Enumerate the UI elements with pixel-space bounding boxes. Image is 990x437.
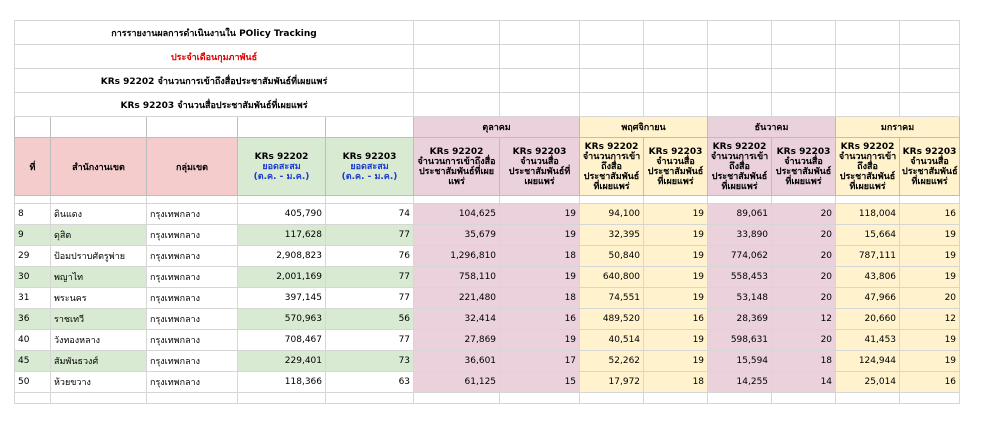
cell-dec-a[interactable]: 89,061 xyxy=(708,204,772,225)
cell-dec-b[interactable]: 20 xyxy=(772,204,836,225)
month-header-row xyxy=(15,117,960,138)
title-row-2 xyxy=(15,45,960,69)
cell-dec-a[interactable]: 33,890 xyxy=(708,225,772,246)
cell-oct-b[interactable]: 15 xyxy=(500,372,580,393)
cell-k2[interactable]: 117,628 xyxy=(238,225,326,246)
title-row-1 xyxy=(15,21,960,45)
cell-nov-a[interactable]: 489,520 xyxy=(580,309,644,330)
cell-office[interactable]: ราชเทวี xyxy=(51,309,147,330)
cell-jan-b[interactable]: 19 xyxy=(900,246,960,267)
cell-nov-b[interactable]: 19 xyxy=(644,267,708,288)
cell-oct-a[interactable]: 104,625 xyxy=(414,204,500,225)
table-row xyxy=(15,288,960,309)
cell-group[interactable]: กรุงเทพกลาง xyxy=(147,225,238,246)
column-header-row xyxy=(15,138,960,196)
cell-dec-a[interactable]: 558,453 xyxy=(708,267,772,288)
cell-k2[interactable]: 397,145 xyxy=(238,288,326,309)
title-cell-3[interactable]: KRs 92202 จำนวนการเข้าถึงสื่อประชาสัมพันธ์ที่เผยแพร่ xyxy=(15,69,414,93)
month-header-jan[interactable]: มกราคม xyxy=(836,117,960,138)
cell-jan-a[interactable]: 787,111 xyxy=(836,246,900,267)
cell-no[interactable]: 30 xyxy=(15,267,51,288)
table-row xyxy=(15,267,960,288)
cell-group[interactable]: กรุงเทพกลาง xyxy=(147,246,238,267)
cell-nov-b[interactable]: 19 xyxy=(644,246,708,267)
cell-no[interactable]: 36 xyxy=(15,309,51,330)
cell-nov-b[interactable]: 19 xyxy=(644,225,708,246)
cell-k2[interactable]: 405,790 xyxy=(238,204,326,225)
cell-group[interactable]: กรุงเทพกลาง xyxy=(147,267,238,288)
header-krs92203-sub1: ยอดสะสม xyxy=(350,161,389,172)
cell-nov-a[interactable]: 640,800 xyxy=(580,267,644,288)
cell-oct-a[interactable]: 27,869 xyxy=(414,330,500,351)
cell-jan-a[interactable]: 15,664 xyxy=(836,225,900,246)
title-row-3 xyxy=(15,69,960,93)
cell-group[interactable]: กรุงเทพกลาง xyxy=(147,351,238,372)
cell-nov-b[interactable]: 19 xyxy=(644,351,708,372)
cell-oct-a[interactable]: 61,125 xyxy=(414,372,500,393)
cell-k3[interactable]: 56 xyxy=(326,309,414,330)
header-krs92203-code: KRs 92203 xyxy=(342,151,397,162)
cell-k2[interactable]: 229,401 xyxy=(238,351,326,372)
cell-oct-b[interactable]: 18 xyxy=(500,288,580,309)
cell-jan-a[interactable]: 118,004 xyxy=(836,204,900,225)
cell-jan-a[interactable]: 124,944 xyxy=(836,351,900,372)
cell-oct-b[interactable]: 19 xyxy=(500,225,580,246)
cell-dec-b[interactable]: 20 xyxy=(772,330,836,351)
spacer-row xyxy=(15,196,960,204)
cell-jan-a[interactable]: 41,453 xyxy=(836,330,900,351)
cell-k3[interactable]: 74 xyxy=(326,204,414,225)
header-nov-a[interactable]: KRs 92202 จำนวนการเข้าถึงสื่อประชาสัมพันธ์ที่เผยแพร่ xyxy=(580,138,644,196)
cell-dec-b[interactable]: 20 xyxy=(772,288,836,309)
cell-k3[interactable]: 77 xyxy=(326,330,414,351)
cell-jan-a[interactable]: 20,660 xyxy=(836,309,900,330)
cell-nov-a[interactable]: 32,395 xyxy=(580,225,644,246)
header-oct-a[interactable]: KRs 92202 จำนวนการเข้าถึงสื่อประชาสัมพันธ์ที่เผยแพร่ xyxy=(414,138,500,196)
cell-jan-b[interactable]: 16 xyxy=(900,372,960,393)
cell-jan-b[interactable]: 19 xyxy=(900,267,960,288)
header-group[interactable]: กลุ่มเขต xyxy=(147,138,238,196)
cell-dec-b[interactable]: 14 xyxy=(772,372,836,393)
cell-dec-a[interactable]: 598,631 xyxy=(708,330,772,351)
cell-dec-a[interactable]: 15,594 xyxy=(708,351,772,372)
header-oct-b[interactable]: KRs 92203 จำนวนสื่อประชาสัมพันธ์ที่เผยแพร่ xyxy=(500,138,580,196)
cell-no[interactable]: 29 xyxy=(15,246,51,267)
header-dec-b[interactable]: KRs 92203 จำนวนสื่อประชาสัมพันธ์ที่เผยแพร่ xyxy=(772,138,836,196)
spreadsheet-grid xyxy=(14,20,959,404)
cell-nov-a[interactable]: 52,262 xyxy=(580,351,644,372)
header-no[interactable]: ที่ xyxy=(15,138,51,196)
cell-dec-b[interactable]: 18 xyxy=(772,351,836,372)
cell-k3[interactable]: 77 xyxy=(326,267,414,288)
cell-jan-b[interactable]: 19 xyxy=(900,351,960,372)
cell-nov-b[interactable]: 19 xyxy=(644,204,708,225)
data-rows xyxy=(15,204,960,393)
cell-jan-a[interactable]: 25,014 xyxy=(836,372,900,393)
cell-jan-b[interactable]: 19 xyxy=(900,225,960,246)
header-office[interactable]: สำนักงานเขต xyxy=(51,138,147,196)
month-header-dec[interactable]: ธันวาคม xyxy=(708,117,836,138)
cell-oct-a[interactable]: 1,296,810 xyxy=(414,246,500,267)
cell-nov-b[interactable]: 19 xyxy=(644,330,708,351)
cell-dec-b[interactable]: 12 xyxy=(772,309,836,330)
table-row xyxy=(15,351,960,372)
cell-k3[interactable]: 63 xyxy=(326,372,414,393)
cell-dec-b[interactable]: 20 xyxy=(772,267,836,288)
cell-dec-a[interactable]: 28,369 xyxy=(708,309,772,330)
cell-office[interactable]: ห้วยขวาง xyxy=(51,372,147,393)
cell-no[interactable]: 40 xyxy=(15,330,51,351)
cell-oct-b[interactable]: 17 xyxy=(500,351,580,372)
cell-k2[interactable]: 2,001,169 xyxy=(238,267,326,288)
table-row xyxy=(15,225,960,246)
table-row xyxy=(15,372,960,393)
cell-jan-b[interactable]: 19 xyxy=(900,330,960,351)
cell-jan-a[interactable]: 47,966 xyxy=(836,288,900,309)
header-nov-b[interactable]: KRs 92203 จำนวนสื่อประชาสัมพันธ์ที่เผยแพร่ xyxy=(644,138,708,196)
cell-no[interactable]: 45 xyxy=(15,351,51,372)
cell-no[interactable]: 50 xyxy=(15,372,51,393)
title-cell-4[interactable]: KRs 92203 จำนวนสื่อประชาสัมพันธ์ที่เผยแพร่ xyxy=(15,93,414,117)
cell-office[interactable]: วังทองหลาง xyxy=(51,330,147,351)
cell-office[interactable]: ดินแดง xyxy=(51,204,147,225)
cell-k3[interactable]: 73 xyxy=(326,351,414,372)
cell-office[interactable]: พญาไท xyxy=(51,267,147,288)
cell-oct-a[interactable]: 36,601 xyxy=(414,351,500,372)
cell-group[interactable]: กรุงเทพกลาง xyxy=(147,288,238,309)
cell-nov-a[interactable]: 74,551 xyxy=(580,288,644,309)
month-header-nov[interactable]: พฤศจิกายน xyxy=(580,117,708,138)
cell-no[interactable]: 8 xyxy=(15,204,51,225)
cell-nov-a[interactable]: 50,840 xyxy=(580,246,644,267)
cell-dec-b[interactable]: 20 xyxy=(772,246,836,267)
table-row xyxy=(15,309,960,330)
empty-row xyxy=(15,393,960,404)
cell-oct-a[interactable]: 221,480 xyxy=(414,288,500,309)
cell-k2[interactable]: 708,467 xyxy=(238,330,326,351)
cell-k2[interactable]: 118,366 xyxy=(238,372,326,393)
cell-office[interactable]: สัมพันธวงศ์ xyxy=(51,351,147,372)
cell-nov-a[interactable]: 94,100 xyxy=(580,204,644,225)
cell-nov-b[interactable]: 18 xyxy=(644,372,708,393)
cell-group[interactable]: กรุงเทพกลาง xyxy=(147,372,238,393)
table-row xyxy=(15,246,960,267)
report-table xyxy=(14,20,960,404)
header-krs92202-sub2: (ต.ค. - ม.ค.) xyxy=(253,171,310,182)
cell-oct-b[interactable]: 18 xyxy=(500,246,580,267)
cell-oct-a[interactable]: 35,679 xyxy=(414,225,500,246)
cell-dec-a[interactable]: 14,255 xyxy=(708,372,772,393)
cell-oct-b[interactable]: 16 xyxy=(500,309,580,330)
table-row xyxy=(15,330,960,351)
cell-oct-b[interactable]: 19 xyxy=(500,330,580,351)
cell-jan-b[interactable]: 16 xyxy=(900,204,960,225)
cell-nov-b[interactable]: 16 xyxy=(644,309,708,330)
header-krs92203-sub2: (ต.ค. - ม.ค.) xyxy=(341,171,398,182)
cell-k3[interactable]: 77 xyxy=(326,225,414,246)
cell-no[interactable]: 9 xyxy=(15,225,51,246)
cell-office[interactable]: พระนคร xyxy=(51,288,147,309)
cell-k2[interactable]: 2,908,823 xyxy=(238,246,326,267)
cell-dec-a[interactable]: 774,062 xyxy=(708,246,772,267)
title-cell-2[interactable]: ประจำเดือนกุมภาพันธ์ xyxy=(15,45,414,69)
cell-office[interactable]: ดุสิต xyxy=(51,225,147,246)
header-krs92203-total[interactable] xyxy=(326,138,414,196)
header-krs92202-sub1: ยอดสะสม xyxy=(262,161,301,172)
cell-k3[interactable]: 76 xyxy=(326,246,414,267)
cell-oct-a[interactable]: 758,110 xyxy=(414,267,500,288)
cell-oct-a[interactable]: 32,414 xyxy=(414,309,500,330)
title-row-4 xyxy=(15,93,960,117)
cell-jan-a[interactable]: 43,806 xyxy=(836,267,900,288)
cell-no[interactable]: 31 xyxy=(15,288,51,309)
cell-nov-a[interactable]: 40,514 xyxy=(580,330,644,351)
header-jan-a[interactable]: KRs 92202 จำนวนการเข้าถึงสื่อประชาสัมพันธ์ที่เผยแพร่ xyxy=(836,138,900,196)
header-dec-a[interactable]: KRs 92202 จำนวนการเข้าถึงสื่อประชาสัมพันธ์ที่เผยแพร่ xyxy=(708,138,772,196)
cell-nov-b[interactable]: 19 xyxy=(644,288,708,309)
cell-nov-a[interactable]: 17,972 xyxy=(580,372,644,393)
cell-oct-b[interactable]: 19 xyxy=(500,204,580,225)
cell-k2[interactable]: 570,963 xyxy=(238,309,326,330)
header-krs92202-code: KRs 92202 xyxy=(254,151,309,162)
cell-office[interactable]: ป้อมปราบศัตรูพ่าย xyxy=(51,246,147,267)
table-row xyxy=(15,204,960,225)
cell-jan-b[interactable]: 12 xyxy=(900,309,960,330)
cell-oct-b[interactable]: 19 xyxy=(500,267,580,288)
cell-group[interactable]: กรุงเทพกลาง xyxy=(147,330,238,351)
cell-dec-b[interactable]: 20 xyxy=(772,225,836,246)
cell-dec-a[interactable]: 53,148 xyxy=(708,288,772,309)
cell-group[interactable]: กรุงเทพกลาง xyxy=(147,309,238,330)
title-cell-1[interactable]: การรายงานผลการดำเนินงานใน POlicy Tracking xyxy=(15,21,414,45)
header-jan-b[interactable]: KRs 92203 จำนวนสื่อประชาสัมพันธ์ที่เผยแพร่ xyxy=(900,138,960,196)
cell-k3[interactable]: 77 xyxy=(326,288,414,309)
cell-jan-b[interactable]: 20 xyxy=(900,288,960,309)
header-krs92202-total[interactable] xyxy=(238,138,326,196)
cell-group[interactable]: กรุงเทพกลาง xyxy=(147,204,238,225)
month-header-oct[interactable]: ตุลาคม xyxy=(414,117,580,138)
